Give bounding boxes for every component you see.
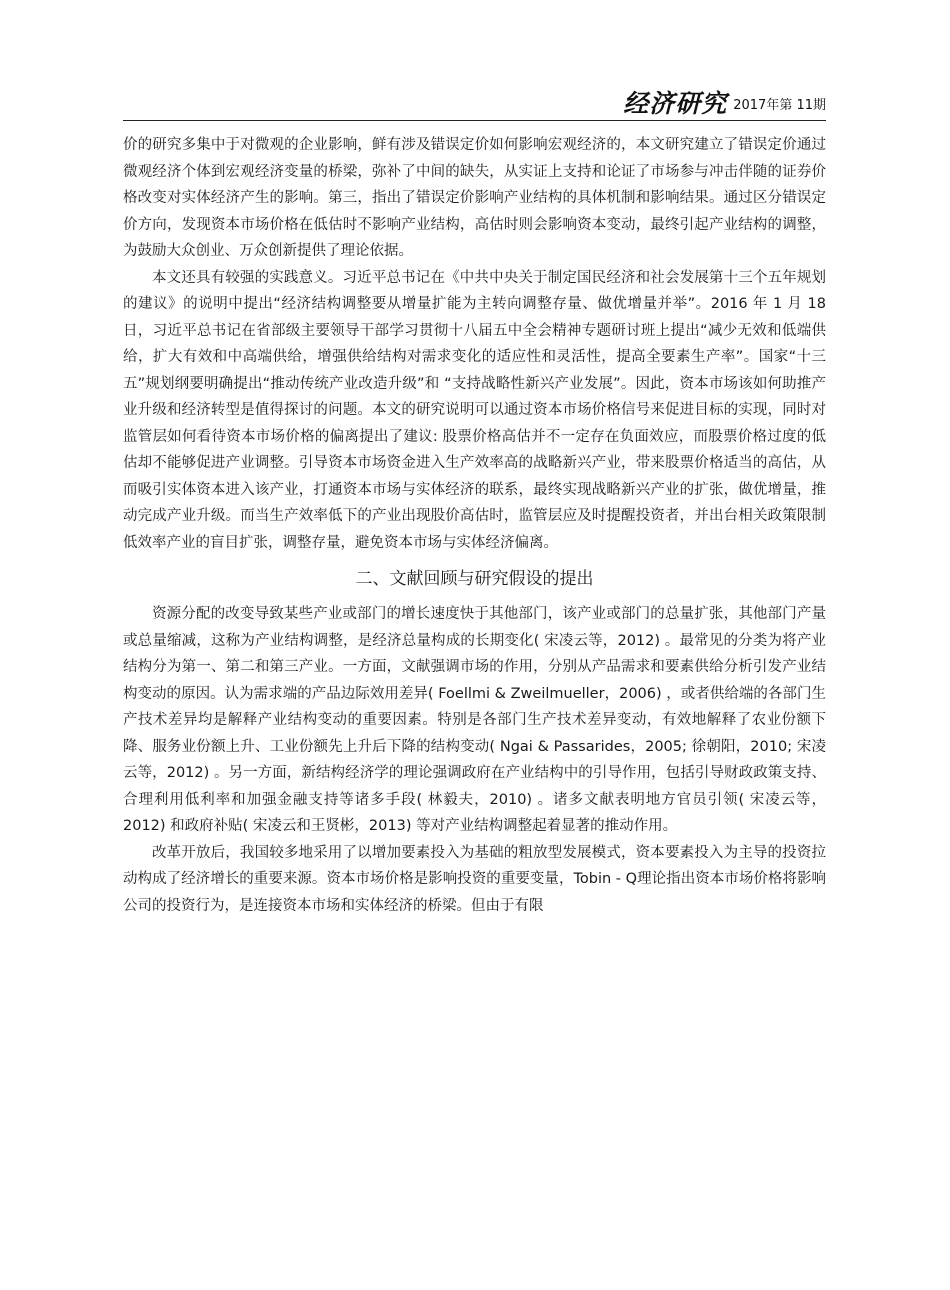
journal-logo: 经济研究	[623, 89, 728, 118]
paragraph-continued: 价的研究多集中于对微观的企业影响，鲜有涉及错误定价如何影响宏观经济的，本文研究建立了错误定价通过微观经济个体到宏观经济变量的桥梁，弥补了中间的缺失，从实证上支持和论证了市场参与冲击伴随的证券价格改变对实体经济产生的影响。第三，指出了错误定价影响产业结构的具体机制和影响结果。通过区分错误定价方向，发现资本市场价格在低估时不影响产业结构，高估时则会影响资本变动，最终引起产业结构的调整，为鼓励大众创业、万众创新提供了理论依据。	[123, 137, 826, 259]
header-rule	[123, 120, 826, 121]
page-header	[123, 88, 826, 118]
issue-number: 2017年第 11期	[733, 98, 826, 113]
paragraph-industrial-structure: 资源分配的改变导致某些产业或部门的增长速度快于其他部门，该产业或部门的总量扩张，其他部门产量或总量缩减，这称为产业结构调整，是经济总量构成的长期变化( 宋凌云等，2012) 。最常见的分类为将产业结构分为第一、第二和第三产业。一方面，文献强调市场的作用，分别从产品需求和要素供给分析引发产业结构变动的原因。认为需求端的产品边际效用差异( Foellmi & Zweilmueller，2006) ，或者供给端的各部门生产技术差异均是解释产业结构变动的重要因素。特别是各部门生产技术差异变动，有效地解释了农业份额下降、服务业份额上升、工业份额先上升后下降的结构变动( Ngai & Passarides，2005; 徐朝阳，2010; 宋凌云等，2012) 。另一方面，新结构经济学的理论强调政府在产业结构中的引导作用，包括引导财政政策支持、合理利用低利率和加强金融支持等诸多手段( 林毅夫，2010) 。诸多文献表明地方官员引领( 宋凌云等，2012) 和政府补贴( 宋凌云和王贤彬，2013) 等对产业结构调整起着显著的推动作用。	[123, 606, 826, 834]
section-heading: 二、文献回顾与研究假设的提出	[355, 569, 594, 589]
paragraph-practical-significance: 本文还具有较强的实践意义。习近平总书记在《中共中央关于制定国民经济和社会发展第十三个五年规划的建议》的说明中提出“经济结构调整要从增量扩能为主转向调整存量、做优增量并举”。2016 年 1 月 18 日，习近平总书记在省部级主要领导干部学习贯彻十八届五中全会精神专题研讨班上提出“减少无效和低端供给，扩大有效和中高端供给，增强供给结构对需求变化的适应性和灵活性，提高全要素生产率”。国家“十三五”规划纲要明确提出“推动传统产业改造升级”和 “支持战略性新兴产业发展”。因此，资本市场该如何助推产业升级和经济转型是值得探讨的问题。本文的研究说明可以通过资本市场价格信号来促进目标的实现，同时对监管层如何看待资本市场价格的偏离提出了建议: 股票价格高估并不一定存在负面效应，而股票价格过度的低估却不能够促进产业调整。引导资本市场资金进入生产效率高的战略新兴产业，带来股票价格适当的高估，从而吸引实体资本进入该产业，打通资本市场与实体经济的联系，最终实现战略新兴产业的扩张，做优增量，推动完成产业升级。而当生产效率低下的产业出现股价高估时，监管层应及时提醒投资者，并出台相关政策限制低效率产业的盲目扩张，调整存量，避免资本市场与实体经济偏离。	[123, 269, 826, 551]
paragraph-capital-market: 改革开放后，我国较多地采用了以增加要素投入为基础的粗放型发展模式，资本要素投入为主导的投资拉动构成了经济增长的重要来源。资本市场价格是影响投资的重要变量，Tobin - Q理论指出资本市场价格将影响公司的投资行为，是连接资本市场和实体经济的桥梁。但由于有限	[123, 844, 826, 914]
article-body	[123, 132, 826, 919]
